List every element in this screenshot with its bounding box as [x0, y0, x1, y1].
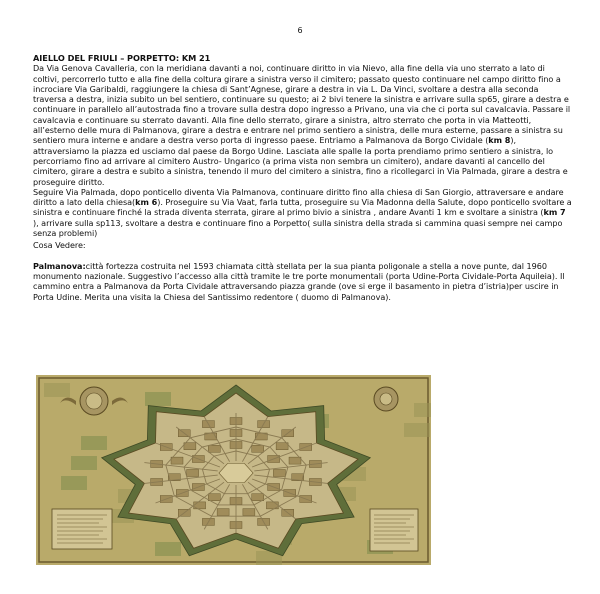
cartouche-left	[52, 509, 112, 549]
route-text: Seguire Via Palmada, dopo ponticello diventa Via Palmanova, continuare diritto fino alla chiesa di San Giorgio, attraversare e andare diritto a lato della chiesa(	[33, 186, 564, 208]
route-text: ). Proseguire su Via Vaat, farla tutta, proseguire su Via Madonna della Salute, dopo ponticello svoltare a sinistra e continuare finché la strada diventa sterrata, girare al primo bivio a sinistra , andare Avanti 1 km e svoltare a sinistra (	[33, 197, 572, 218]
city-block	[252, 445, 264, 452]
distance-marker: km 7	[543, 207, 566, 218]
palmanova-text: città fortezza costruita nel 1593 chiamata città stellata per la sua pianta poligonale a stella a nove punte, dal 1960 monumento nazionale. Suggestivo l’accesso alla città tramite le tre porte monumentali (porta Udine-Porta Cividale-Porta Aquileia). Il cammino entra a Palmanova da Porta Cividale attraversando piazza grande (ove si erge il basamento in pietra d’istria)per uscire in Porta Udine. Merita una visita la Chiesa del Santissimo redentore ( duomo di Palmanova).	[33, 260, 565, 302]
map-field	[81, 436, 107, 450]
cartouche-right	[370, 509, 418, 551]
palmanova-map-image	[36, 375, 431, 565]
route-text: Da Via Genova Cavalleria, con la meridiana davanti a noi, continuare diritto in via Nievo, alla fine della via uno sterrato a lato di coltivi, percorrerlo tutto e alla fine della coltura girare a sinistra verso il cimitero; passato questo continuare nel campo diritto fino a incrociare Via Garibaldi, raggiungere la chiesa di Sant’Agnese, girare a destra in via L. Da Vinci, svoltare a destra alla seconda traversa a destra, inizia subito un bel sentiero, continuare su questo; ai 2 bivi tenere la sinistra e arrivare sulla sp65, girare a destra e continuare in parallelo all’autostrada fino a trovare sulla destra dopo ingresso a Privano, una via che ci porta sul cavalcavia. Passare il cavalcavia e continuare su sterrato davanti. Alla fine dello sterrato, girare a sinistra, altro sterrato che porta in via Matteotti, all’esterno delle mura di Palmanova, girare a destra e entrare nel primo sentiero a sinistra, delle mura esterne, passare a sinistra su sentiero mura interne e andare a destra verso porta di ingresso paese. Entriamo a Palmanova da Borgo Cividale (	[33, 63, 571, 146]
city-block	[217, 509, 229, 516]
distance-marker: km 6	[135, 197, 158, 208]
route-text: ), arrivare sulla sp113, svoltare a destra e continuare fino a Porpetto( sulla sinistra della strada si cammina quasi sempre nei campo senza problemi)	[33, 217, 563, 239]
city-block	[273, 470, 285, 477]
route-paragraph-1	[33, 63, 573, 187]
palmanova-name: Palmanova:	[33, 260, 86, 271]
route-text: ), attraversiamo la piazza ed usciamo dal paese da Borgo Udine. Lasciata alle spalle la porta prendiamo primo sentiero a sinistra, lo percorriamo fino ad arrivare al cimitero Austro- Ungarico (a prima vista non sembra un cimitero), andare davanti al cancello del cimitero, girare a destra e subito a sinistra, tenendo il muro del cimitero a sinistra, fino a ricollegarci in Via Palmada, girare a destra e proseguire diritto.	[33, 135, 568, 187]
map-field	[71, 456, 97, 470]
map-field	[61, 476, 87, 490]
distance-marker: km 8	[488, 135, 511, 146]
route-paragraph-2	[33, 187, 573, 238]
city-block	[243, 509, 255, 516]
star-fortress-map	[36, 375, 431, 565]
city-block	[208, 445, 220, 452]
map-field	[145, 392, 171, 406]
city-block	[171, 457, 183, 464]
coat-of-arms-right	[374, 387, 398, 411]
palmanova-paragraph	[33, 261, 573, 302]
city-block	[276, 443, 288, 450]
map-field	[404, 423, 430, 437]
city-block	[289, 457, 301, 464]
page-number: 6	[297, 26, 303, 35]
map-field	[44, 383, 70, 397]
city-block	[187, 470, 199, 477]
map-field	[155, 542, 181, 556]
city-block	[208, 494, 220, 501]
document-body	[33, 53, 573, 302]
cosa-vedere-heading: Cosa Vedere:	[33, 240, 86, 251]
city-block	[184, 443, 196, 450]
map-field	[414, 403, 431, 417]
city-block	[252, 494, 264, 501]
section-title: AIELLO DEL FRIULI – PORPETTO: KM 21	[33, 53, 211, 63]
